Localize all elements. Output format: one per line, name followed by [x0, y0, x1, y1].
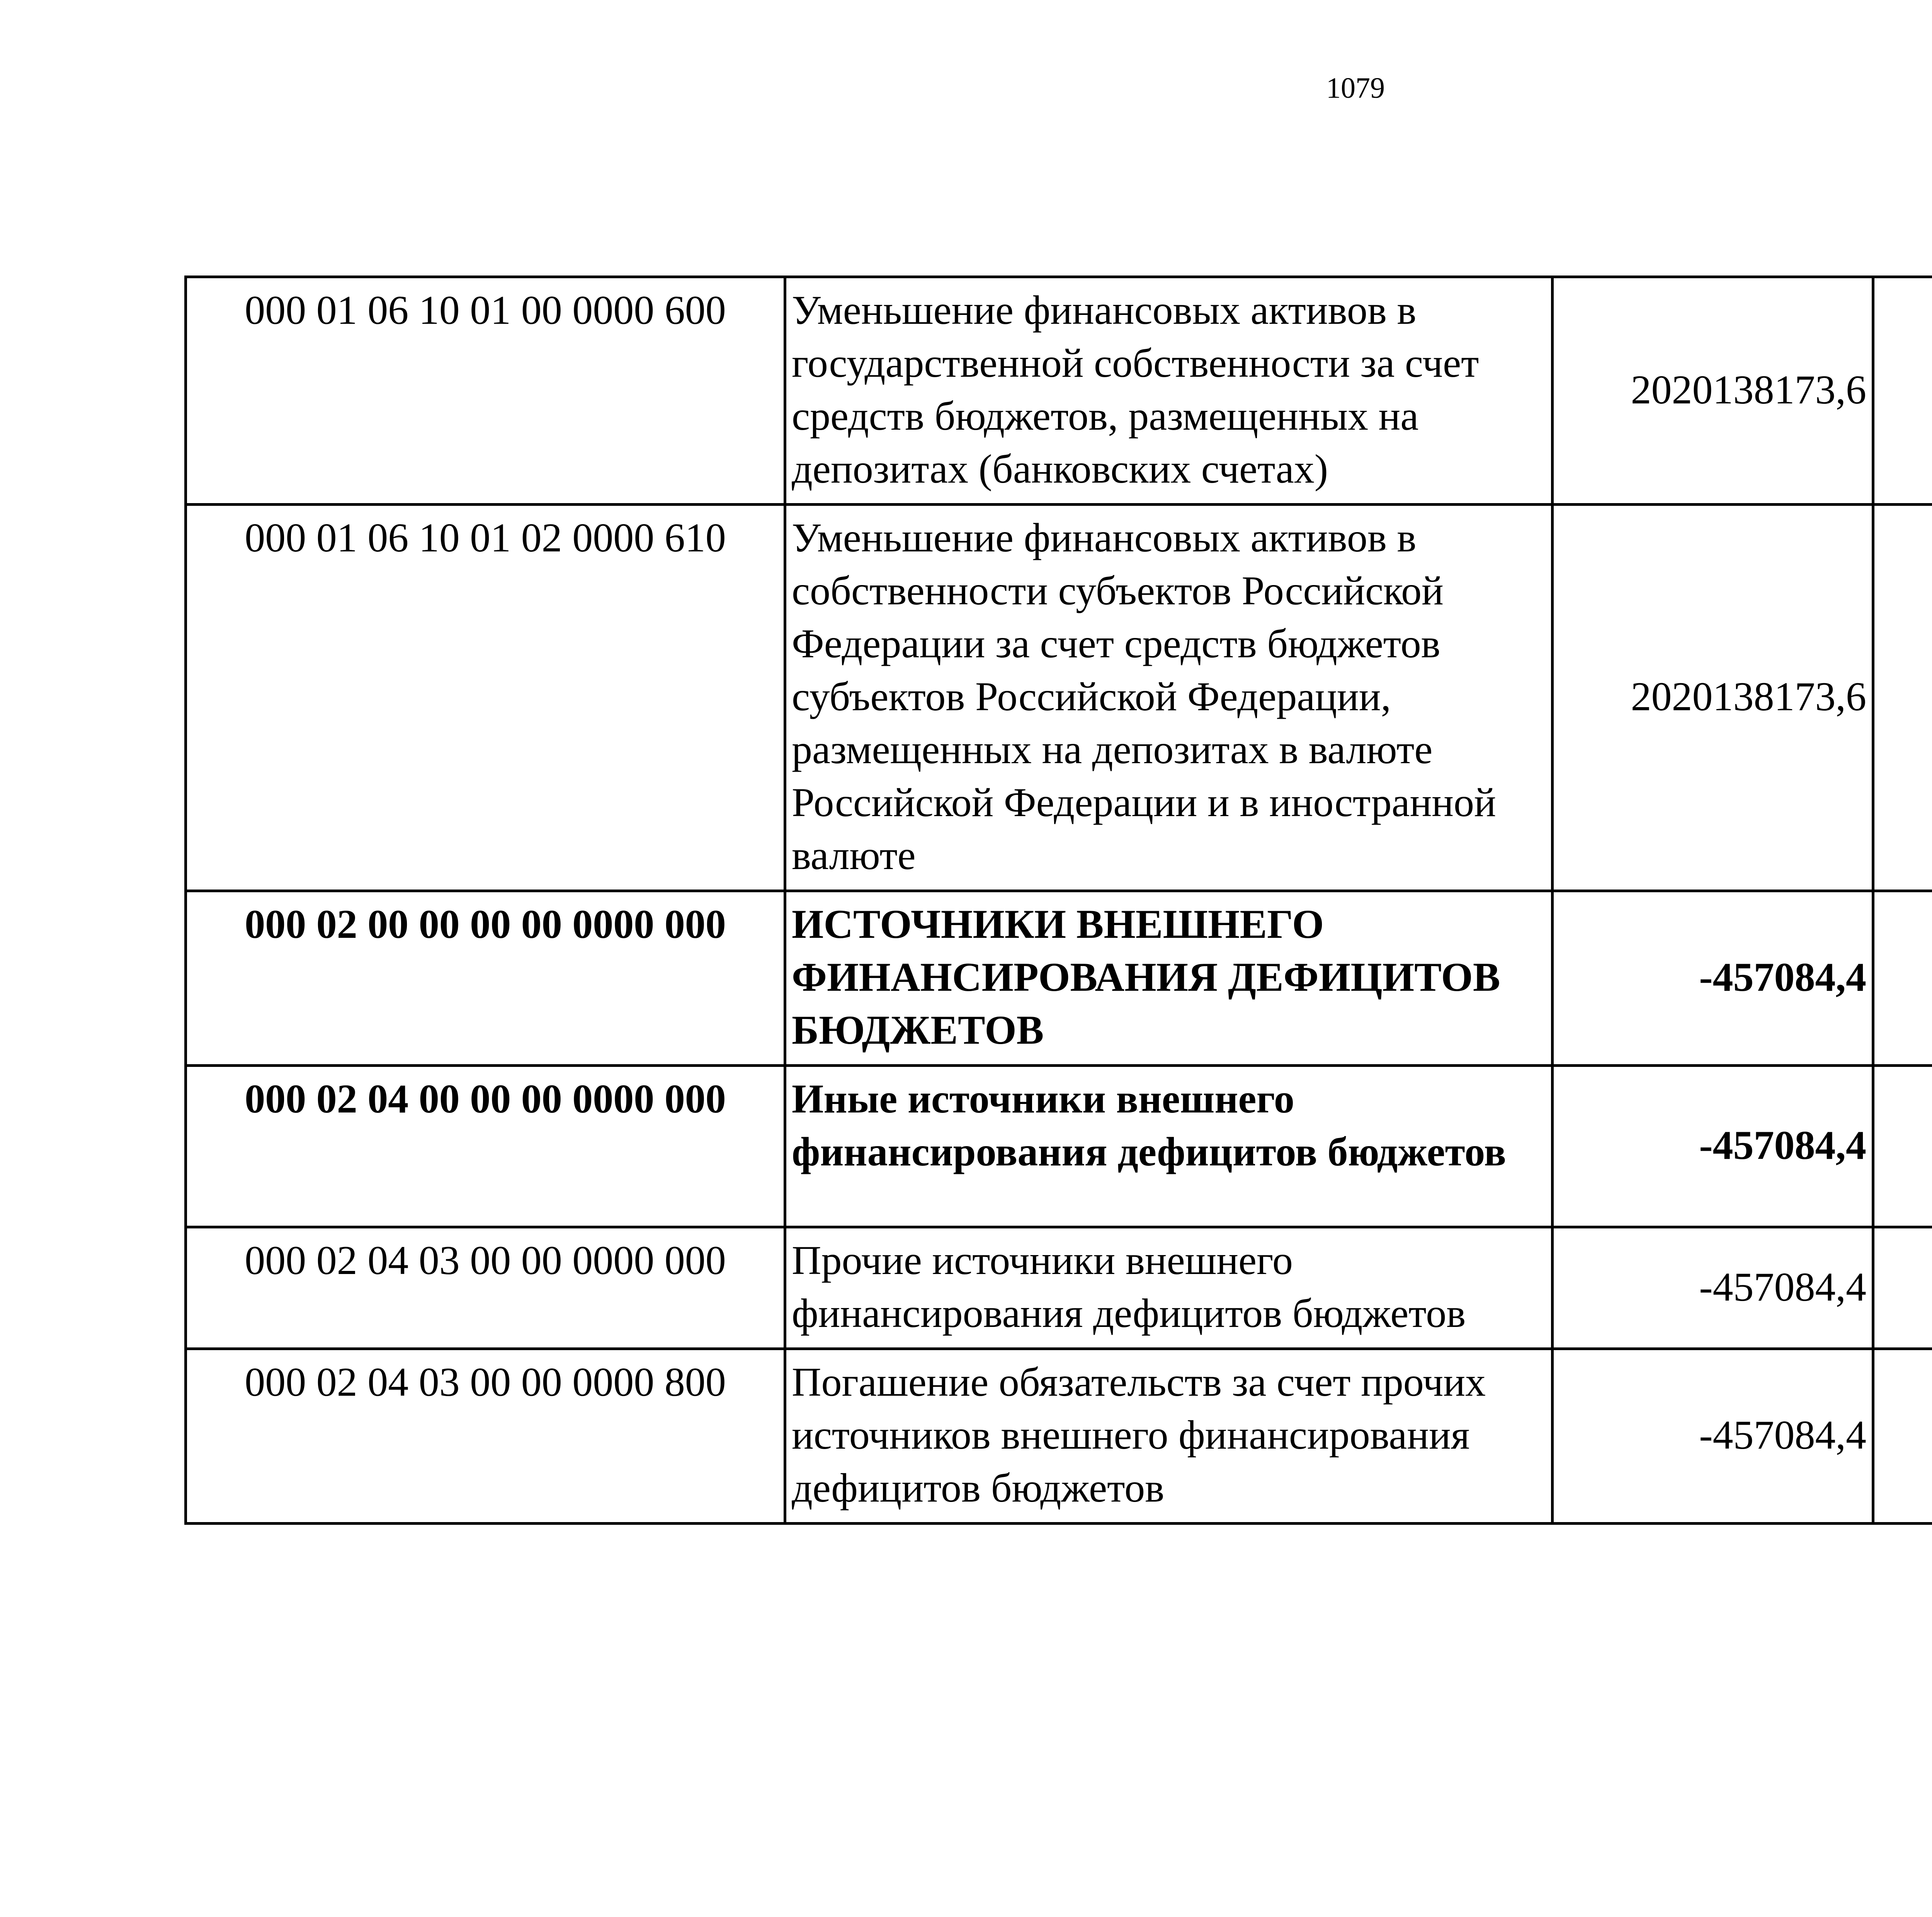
item-name-cell: Уменьшение финансовых активов в собственности субъектов Российской Федерации за счет средств бюджетов субъектов Российской Федерации, размещенных на депозитах в валюте Российской Федерации и в иностранной валюте [785, 505, 1553, 891]
item-name-cell: Прочие источники внешнего финансирования дефицитов бюджетов [785, 1227, 1553, 1349]
amount-year-1-cell: -457084,4 [1553, 1349, 1873, 1524]
budget-sources-table [184, 276, 1932, 1525]
budget-code-cell: 000 01 06 10 01 00 0000 600 [186, 277, 785, 505]
page-number: 1079 [1326, 72, 1385, 104]
table-row [186, 1349, 1932, 1524]
item-name-cell: ИСТОЧНИКИ ВНЕШНЕГО ФИНАНСИРОВАНИЯ ДЕФИЦИТОВ БЮДЖЕТОВ [785, 891, 1553, 1066]
amount-year-2-cell [1873, 1227, 1932, 1349]
amount-year-1-cell: -457084,4 [1553, 1227, 1873, 1349]
budget-code-cell: 000 02 00 00 00 00 0000 000 [186, 891, 785, 1066]
amount-year-1-cell: -457084,4 [1553, 1066, 1873, 1227]
table-row [186, 1227, 1932, 1349]
budget-code-cell: 000 02 04 03 00 00 0000 800 [186, 1349, 785, 1524]
budget-code-cell: 000 02 04 03 00 00 0000 000 [186, 1227, 785, 1349]
item-name-cell: Уменьшение финансовых активов в государственной собственности за счет средств бюджетов, размещенных на депозитах (банковских счетах) [785, 277, 1553, 505]
budget-code-cell: 000 02 04 00 00 00 0000 000 [186, 1066, 785, 1227]
table-row [186, 277, 1932, 505]
amount-year-2-cell [1873, 891, 1932, 1066]
amount-year-2-cell [1873, 1349, 1932, 1524]
item-name-cell: Погашение обязательств за счет прочих источников внешнего финансирования дефицитов бюджетов [785, 1349, 1553, 1524]
amount-year-2-cell [1873, 505, 1932, 891]
amount-year-2-cell [1873, 1066, 1932, 1227]
amount-year-1-cell: -457084,4 [1553, 891, 1873, 1066]
table-row [186, 505, 1932, 891]
budget-code-cell: 000 01 06 10 01 02 0000 610 [186, 505, 785, 891]
table-row [186, 891, 1932, 1066]
amount-year-2-cell [1873, 277, 1932, 505]
table-row [186, 1066, 1932, 1227]
item-name-cell: Иные источники внешнего финансирования дефицитов бюджетов [785, 1066, 1553, 1227]
amount-year-1-cell: 2020138173,6 [1553, 277, 1873, 505]
amount-year-1-cell: 2020138173,6 [1553, 505, 1873, 891]
